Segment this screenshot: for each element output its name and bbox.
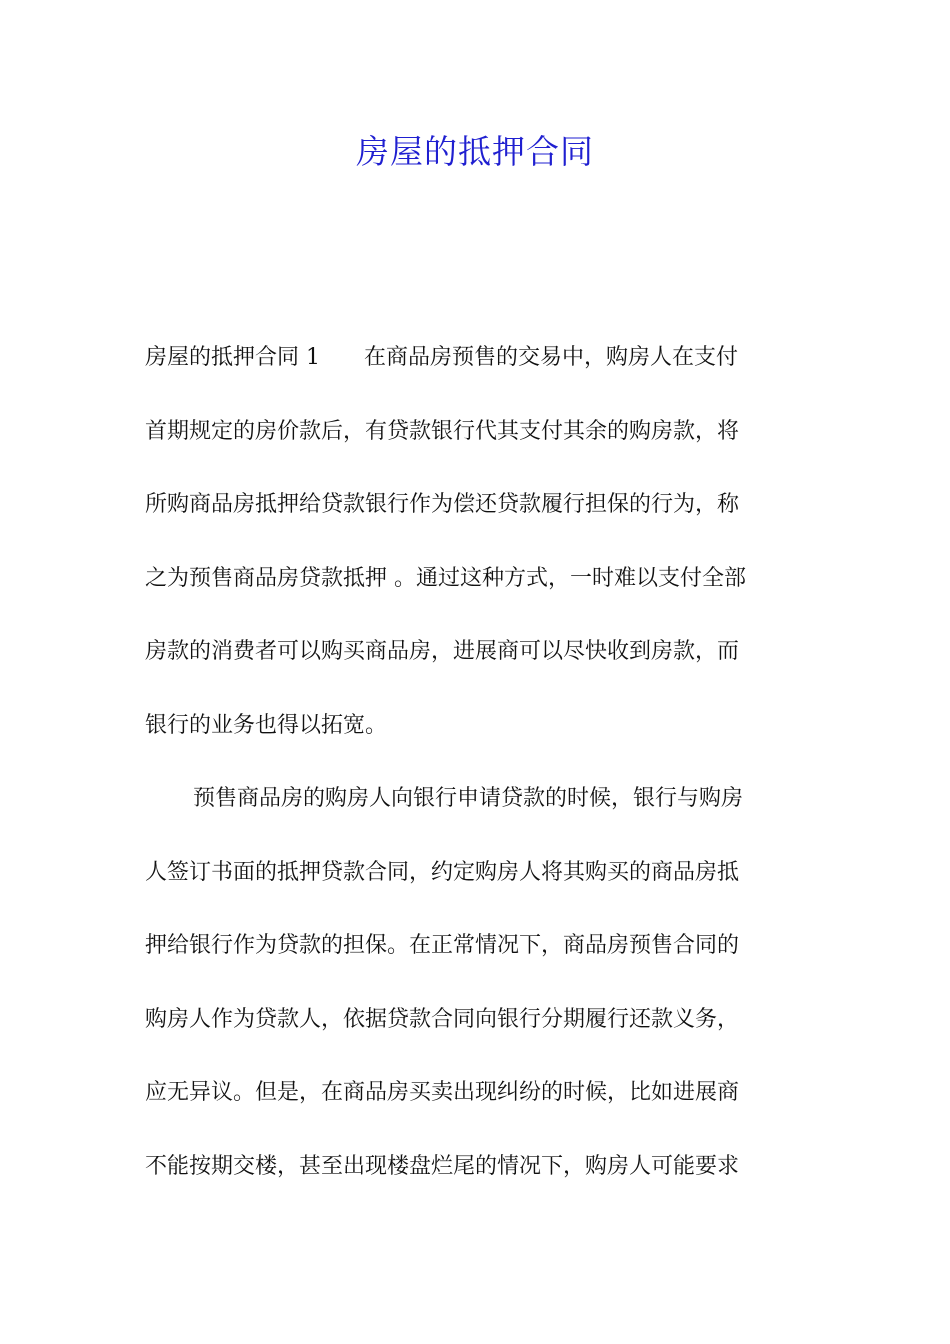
text-line: 押给银行作为贷款的担保。在正常情况下，商品房预售合同的 [145,933,740,958]
text-line: 所购商品房抵押给贷款银行作为偿还贷款履行担保的行为，称 [145,492,740,517]
text-line: 不能按期交楼，甚至出现楼盘烂尾的情况下，购房人可能要求 [145,1153,740,1179]
text-line: 房屋的抵押合同 1 在商品房预售的交易中，购房人在支付 [145,345,738,370]
text-line: 之为预售商品房贷款抵押 。通过这种方式，一时难以支付全部 [145,565,746,591]
text-line: 银行的业务也得以拓宽。 [145,712,388,738]
text-line: 购房人作为贷款人，依据贷款合同向银行分期履行还款义务， [145,1006,740,1032]
text-line: 房款的消费者可以购买商品房，进展商可以尽快收到房款，而 [145,639,740,664]
paragraph-first-line: 预售商品房的购房人向银行申请贷款的时候，银行与购房 [193,786,744,811]
document-body [145,334,813,1216]
text-line: 首期规定的房价款后，有贷款银行代其支付其余的购房款，将 [145,418,740,444]
text-line: 人签订书面的抵押贷款合同，约定购房人将其购买的商品房抵 [145,859,740,885]
document-title: 房屋的抵押合同 [356,132,594,171]
text-line: 应无异议。但是，在商品房买卖出现纠纷的时候，比如进展商 [145,1080,740,1105]
